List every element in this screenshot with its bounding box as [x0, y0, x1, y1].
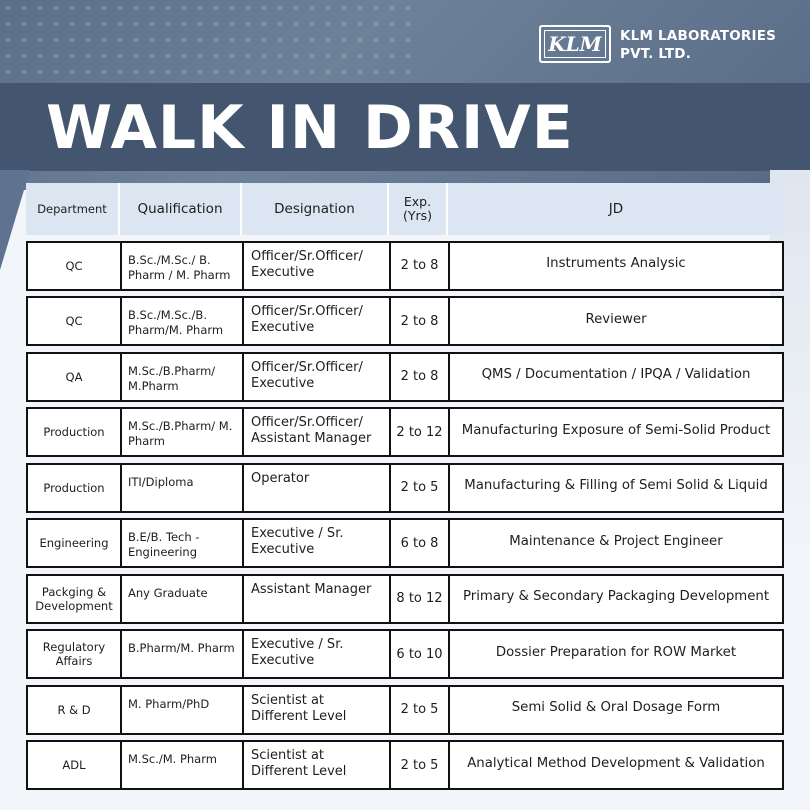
jobs-table: [26, 183, 784, 790]
cell-jd: Manufacturing & Filling of Semi Solid & Liquid: [464, 478, 768, 493]
table-row: [26, 296, 784, 346]
cell-experience: 8 to 12: [391, 576, 450, 622]
table-row: [26, 740, 784, 790]
cell-jd: Semi Solid & Oral Dosage Form: [511, 700, 721, 715]
table-row: [26, 574, 784, 624]
cell-qualification: M.Sc./B.Pharm/ M.Pharm: [122, 354, 244, 400]
cell-jd: Reviewer: [585, 311, 647, 327]
cell-designation: Scientist at Different Level: [244, 742, 391, 788]
header-designation: Designation: [242, 183, 389, 235]
cell-department: Packging & Development: [28, 576, 122, 622]
cell-qualification: Any Graduate: [122, 576, 244, 622]
cell-department: Regulatory Affairs: [28, 631, 122, 677]
cell-designation: Officer/Sr.Officer/ Executive: [244, 354, 391, 400]
company-name-line2: PVT. LTD.: [620, 46, 692, 62]
cell-department: ADL: [28, 742, 122, 788]
cell-designation: Officer/Sr.Officer/ Executive: [244, 243, 391, 289]
logo-mark: KLM: [548, 32, 602, 56]
table-row: [26, 463, 784, 513]
cell-designation: Executive / Sr. Executive: [244, 520, 391, 566]
table-row: [26, 352, 784, 402]
header-experience: [389, 183, 448, 235]
cell-qualification: M.Sc./M. Pharm: [122, 742, 244, 788]
cell-designation: Officer/Sr.Officer/ Executive: [244, 298, 391, 344]
cell-jd: Dossier Preparation for ROW Market: [495, 644, 737, 660]
cell-qualification: ITI/Diploma: [122, 465, 244, 511]
cell-jd: Instruments Analysic: [546, 256, 686, 271]
cell-jd: Analytical Method Development & Validation: [467, 755, 765, 771]
header-qualification: Qualification: [120, 183, 242, 235]
cell-qualification: B.Sc./M.Sc./ B. Pharm / M. Pharm: [122, 243, 244, 289]
header-experience-line2: (Yrs): [402, 208, 433, 223]
table-header-row: [26, 183, 784, 235]
table-row: [26, 685, 784, 735]
cell-department: QC: [28, 298, 122, 344]
cell-experience: 6 to 10: [391, 631, 450, 677]
company-name-line1: KLM LABORATORIES: [620, 28, 777, 44]
cell-experience: 2 to 12: [391, 409, 450, 455]
cell-experience: 2 to 5: [391, 465, 450, 511]
cell-experience: 6 to 8: [391, 520, 450, 566]
header-jd: JD: [448, 183, 784, 235]
page-title: WALK IN DRIVE: [46, 93, 574, 163]
cell-department: QC: [28, 243, 122, 289]
table-row: [26, 407, 784, 457]
cell-department: Engineering: [28, 520, 122, 566]
cell-qualification: M.Sc./B.Pharm/ M. Pharm: [122, 409, 244, 455]
table-row: [26, 518, 784, 568]
dot-pattern: [0, 0, 420, 90]
cell-designation: Assistant Manager: [244, 576, 391, 622]
cell-qualification: B.Pharm/M. Pharm: [122, 631, 244, 677]
cell-department: Production: [28, 409, 122, 455]
company-logo: [539, 25, 611, 63]
cell-jd: Primary & Secondary Packaging Development: [462, 589, 770, 604]
table-row: [26, 241, 784, 291]
cell-experience: 2 to 8: [391, 243, 450, 289]
cell-qualification: B.E/B. Tech - Engineering: [122, 520, 244, 566]
header-department: Department: [26, 183, 120, 235]
cell-experience: 2 to 8: [391, 298, 450, 344]
cell-jd: Manufacturing Exposure of Semi-Solid Product: [461, 422, 771, 438]
cell-designation: Executive / Sr. Executive: [244, 631, 391, 677]
cell-designation: Scientist at Different Level: [244, 687, 391, 733]
header-experience-line1: Exp.: [403, 194, 432, 209]
cell-department: R & D: [28, 687, 122, 733]
cell-experience: 2 to 5: [391, 742, 450, 788]
cell-qualification: M. Pharm/PhD: [122, 687, 244, 733]
cell-jd: Maintenance & Project Engineer: [509, 533, 723, 549]
cell-jd: QMS / Documentation / IPQA / Validation: [481, 367, 751, 382]
table-body: [26, 241, 784, 791]
cell-department: QA: [28, 354, 122, 400]
cell-department: Production: [28, 465, 122, 511]
company-name: [620, 27, 790, 63]
cell-experience: 2 to 8: [391, 354, 450, 400]
cell-designation: Officer/Sr.Officer/ Assistant Manager: [244, 409, 391, 455]
cell-designation: Operator: [244, 465, 391, 511]
table-row: [26, 629, 784, 679]
cell-qualification: B.Sc./M.Sc./B. Pharm/M. Pharm: [122, 298, 244, 344]
cell-experience: 2 to 5: [391, 687, 450, 733]
